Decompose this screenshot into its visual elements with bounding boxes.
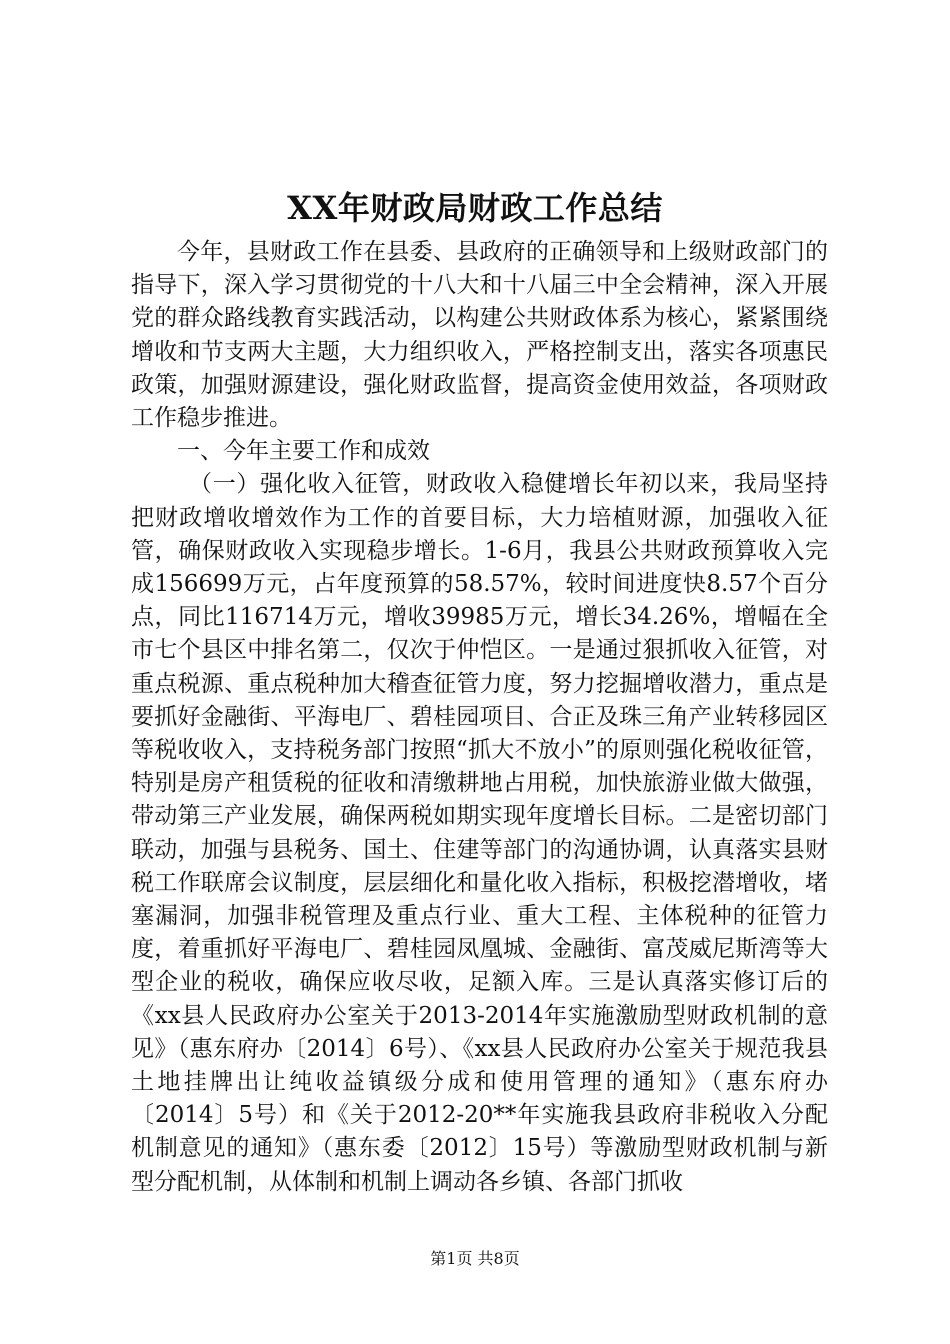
section-heading: 一、今年主要工作和成效: [177, 438, 430, 465]
page-number: 第1页 共8页: [430, 1249, 520, 1268]
document-body: [131, 236, 828, 1199]
intro-paragraph: 今年，县财政工作在县委、县政府的正确领导和上级财政部门的指导下，深入学习贯彻党的十八大和十八届三中全会精神，深入开展党的群众路线教育实践活动，以构建公共财政体系为核心，紧紧围绕增收和节支两大主题，大力组织收入，严格控制支出，落实各项惠民政策，加强财源建设，强化财政监督，提高资金使用效益，各项财政工作稳步推进。: [131, 239, 828, 432]
body-paragraph: （一）强化收入征管，财政收入稳健增长年初以来，我局坚持把财政增收增效作为工作的首要目标，大力培植财源，加强收入征管，确保财政收入实现稳步增长。1-6月，我县公共财政预算收入完成156699万元，占年度预算的58.57%，较时间进度快8.57个百分点，同比116714万元，增收39985万元，增长34.26%，增幅在全市七个县区中排名第二，仅次于仲恺区。一是通过狠抓收入征管，对重点税源、重点税种加大稽查征管力度，努力挖掘增收潜力，重点是要抓好金融街、平海电厂、碧桂园项目、合正及珠三角产业转移园区等税收收入，支持税务部门按照“抓大不放小”的原则强化税收征管，特别是房产租赁税的征收和清缴耕地占用税，加快旅游业做大做强，带动第三产业发展，确保两税如期实现年度增长目标。二是密切部门联动，加强与县税务、国土、住建等部门的沟通协调，认真落实县财税工作联席会议制度，层层细化和量化收入指标，积极挖潜增收，堵塞漏洞，加强非税管理及重点行业、重大工程、主体税种的征管力度，着重抓好平海电厂、碧桂园凤凰城、金融街、富茂威尼斯湾等大型企业的税收，确保应收尽收，足额入库。三是认真落实修订后的《xx县人民政府办公室关于2013-2014年实施激励型财政机制的意见》（惠东府办〔2014〕6号）、《xx县人民政府办公室关于规范我县土地挂牌出让纯收益镇级分成和使用管理的通知》（惠东府办〔2014〕5号）和《关于2012-20**年实施我县政府非税收入分配机制意见的通知》（惠东委〔2012〕15号）等激励型财政机制与新型分配机制，从体制和机制上调动各乡镇、各部门抓收: [131, 471, 828, 1195]
document-title: XX年财政局财政工作总结: [287, 189, 663, 227]
